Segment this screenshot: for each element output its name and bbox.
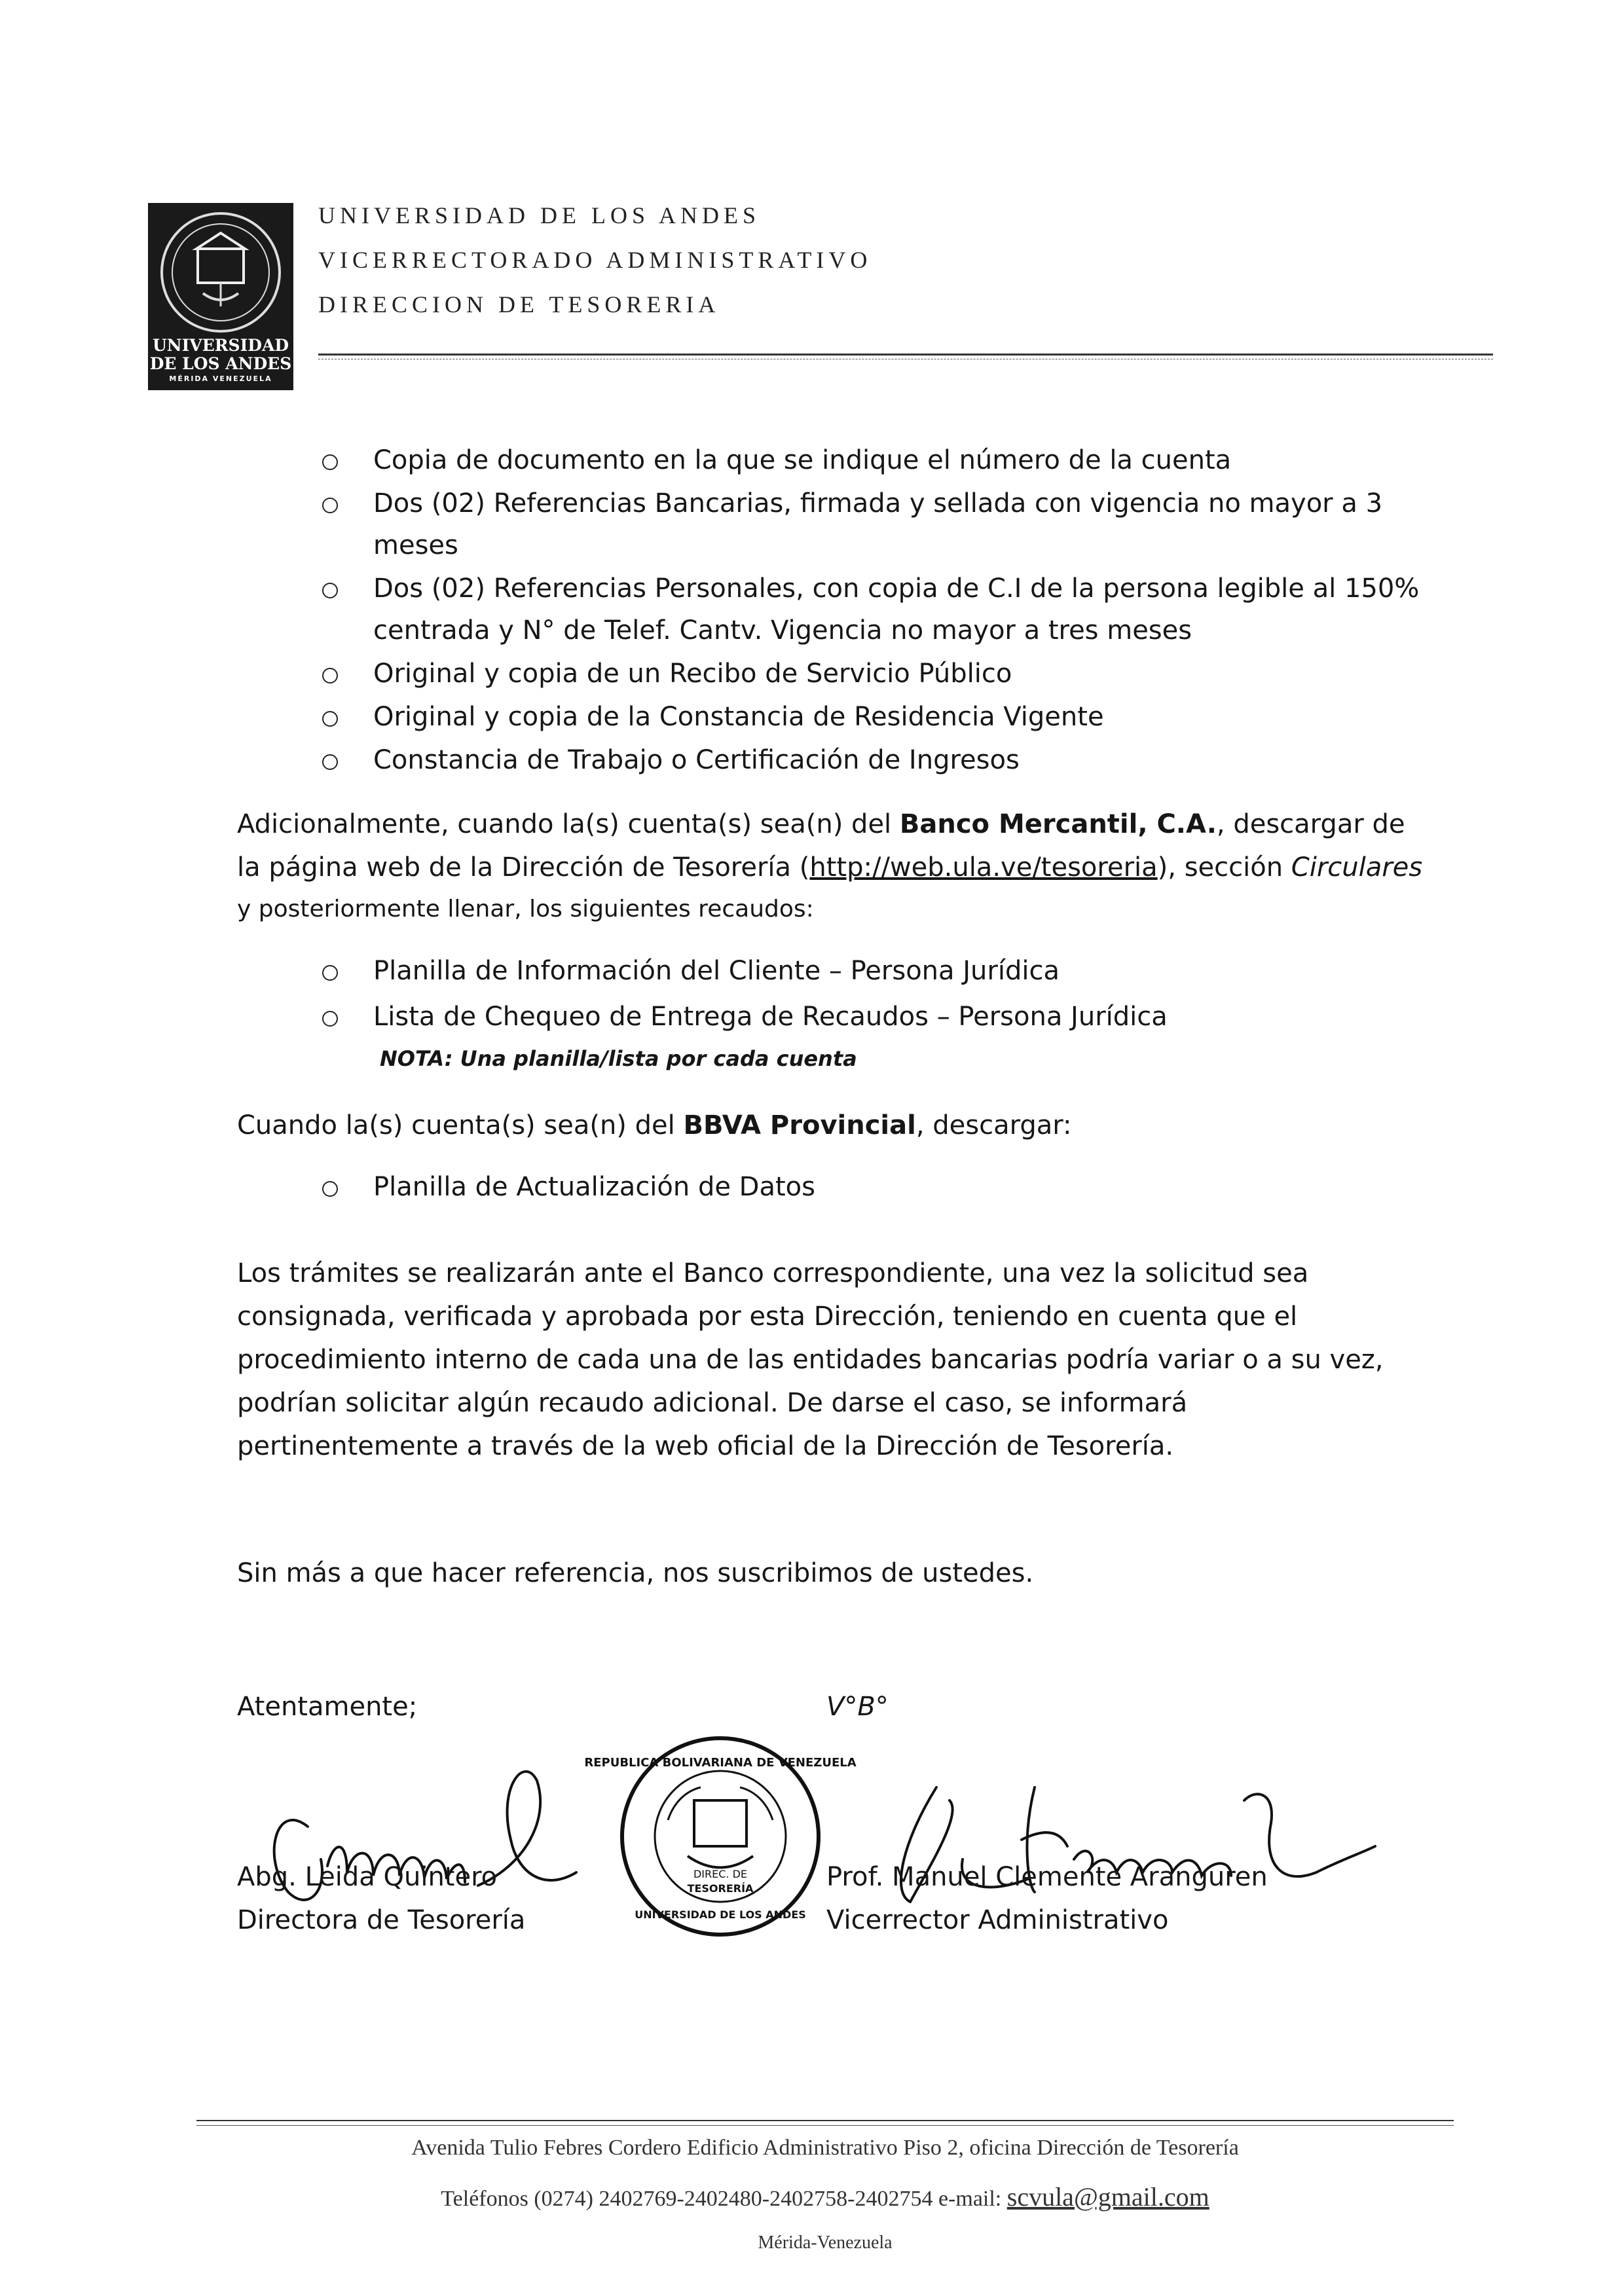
signer2-title: Vicerrector Administrativo <box>826 1905 1169 1935</box>
bank-name: BBVA Provincial <box>683 1110 916 1140</box>
list-item: Dos (02) Referencias Bancarias, firmada y sellada con vigencia no mayor a 3 <box>373 488 1383 519</box>
list-item: Lista de Chequeo de Entrega de Recaudos – Persona Jurídica <box>373 1002 1168 1032</box>
bullet-icon <box>322 754 338 770</box>
footer-email-link[interactable]: scvula@gmail.com <box>1006 2182 1209 2212</box>
text-span: ), sección <box>1157 852 1291 883</box>
seal-ring-top: REPUBLICA BOLIVARIANA DE VENEZUELA <box>584 1756 857 1770</box>
visto-bueno-text: V°B° <box>826 1692 889 1722</box>
signer1-name: Abg. Leida Quintero <box>237 1862 498 1892</box>
signer1-title: Directora de Tesorería <box>237 1905 526 1935</box>
list-item: Constancia de Trabajo o Certificación de Ingresos <box>373 745 1020 775</box>
seal-center-1: DIREC. DE <box>693 1868 748 1880</box>
footer-city: Mérida-Venezuela <box>758 2232 893 2253</box>
bullet-icon <box>322 583 338 598</box>
paragraph-mercantil-line3: y posteriormente llenar, los siguientes recaudos: <box>237 896 814 922</box>
paragraph-tramites-line5: pertinentemente a través de la web oficial de la Dirección de Tesorería. <box>237 1431 1174 1461</box>
text-span: , descargar de <box>1216 809 1405 839</box>
footer-phones: Teléfonos (0274) 2402769-2402480-2402758-2402754 e-mail: <box>441 2187 1007 2211</box>
bullet-icon <box>322 668 338 683</box>
tesoreria-link[interactable]: http://web.ula.ve/tesoreria <box>809 852 1158 883</box>
text-span: Cuando la(s) cuenta(s) sea(n) del <box>237 1110 684 1140</box>
logo-text-line1: UNIVERSIDAD <box>152 336 289 355</box>
text-span: , descargar: <box>915 1110 1072 1140</box>
atentamente-text: Atentamente; <box>237 1692 418 1722</box>
bullet-icon <box>322 1011 338 1027</box>
list-item: Copia de documento en la que se indique el número de la cuenta <box>373 445 1232 475</box>
header-direccion: DIRECCION DE TESORERIA <box>318 291 720 318</box>
paragraph-provincial <box>237 1104 1071 1147</box>
crest-icon <box>157 208 284 337</box>
seal-ring-bottom: UNIVERSIDAD DE LOS ANDES <box>635 1908 806 1921</box>
seal-center-2: TESORERÍA <box>687 1882 754 1895</box>
footer-divider-thin <box>196 2125 1454 2126</box>
bullet-icon <box>322 711 338 727</box>
header-divider <box>318 354 1493 355</box>
header-vicerrectorado: VICERRECTORADO ADMINISTRATIVO <box>318 247 872 273</box>
footer-divider <box>196 2120 1454 2121</box>
text-span: la página web de la Dirección de Tesorería ( <box>237 852 810 883</box>
bullet-icon <box>322 454 338 470</box>
closing-text: Sin más a que hacer referencia, nos suscribimos de ustedes. <box>237 1558 1034 1588</box>
bullet-icon <box>322 965 338 981</box>
footer-contact <box>196 2181 1454 2212</box>
list-item-continuation: meses <box>373 530 458 560</box>
footer-address: Avenida Tulio Febres Cordero Edificio Administrativo Piso 2, oficina Dirección de Tesorería <box>411 2136 1239 2160</box>
university-logo <box>148 203 293 390</box>
logo-text-line2: DE LOS ANDES <box>149 354 292 373</box>
paragraph-tramites-line4: podrían solicitar algún recaudo adicional. De darse el caso, se informará <box>237 1388 1188 1418</box>
official-seal <box>584 1728 857 1944</box>
paragraph-tramites-line1: Los trámites se realizarán ante el Banco correspondiente, una vez la solicitud sea <box>237 1258 1309 1288</box>
header-university: UNIVERSIDAD DE LOS ANDES <box>318 202 761 228</box>
list-item-continuation: centrada y N° de Telef. Cantv. Vigencia no mayor a tres meses <box>373 615 1192 646</box>
logo-text-line3: MÉRIDA VENEZUELA <box>169 374 272 383</box>
paragraph-mercantil-line1 <box>237 803 1405 846</box>
list-item: Planilla de Información del Cliente – Persona Jurídica <box>373 956 1060 986</box>
bullet-icon <box>322 1181 338 1197</box>
paragraph-tramites-line2: consignada, verificada y aprobada por esta Dirección, teniendo en cuenta que el <box>237 1302 1298 1332</box>
bullet-icon <box>322 498 338 513</box>
nota-text: NOTA: Una planilla/lista por cada cuenta <box>380 1046 857 1071</box>
signer2-name: Prof. Manuel Clemente Aranguren <box>826 1862 1268 1892</box>
list-item: Original y copia de la Constancia de Residencia Vigente <box>373 702 1104 732</box>
text-span: Adicionalmente, cuando la(s) cuenta(s) sea(n) del <box>237 809 900 839</box>
list-item: Planilla de Actualización de Datos <box>373 1172 815 1202</box>
section-name: Circulares <box>1291 852 1423 883</box>
paragraph-mercantil-line2 <box>237 846 1422 889</box>
bank-name: Banco Mercantil, C.A. <box>899 809 1217 839</box>
list-item: Original y copia de un Recibo de Servicio Público <box>373 659 1012 689</box>
paragraph-tramites-line3: procedimiento interno de cada una de las entidades bancarias podría variar o a su vez, <box>237 1345 1384 1375</box>
list-item: Dos (02) Referencias Personales, con copia de C.I de la persona legible al 150% <box>373 574 1420 604</box>
